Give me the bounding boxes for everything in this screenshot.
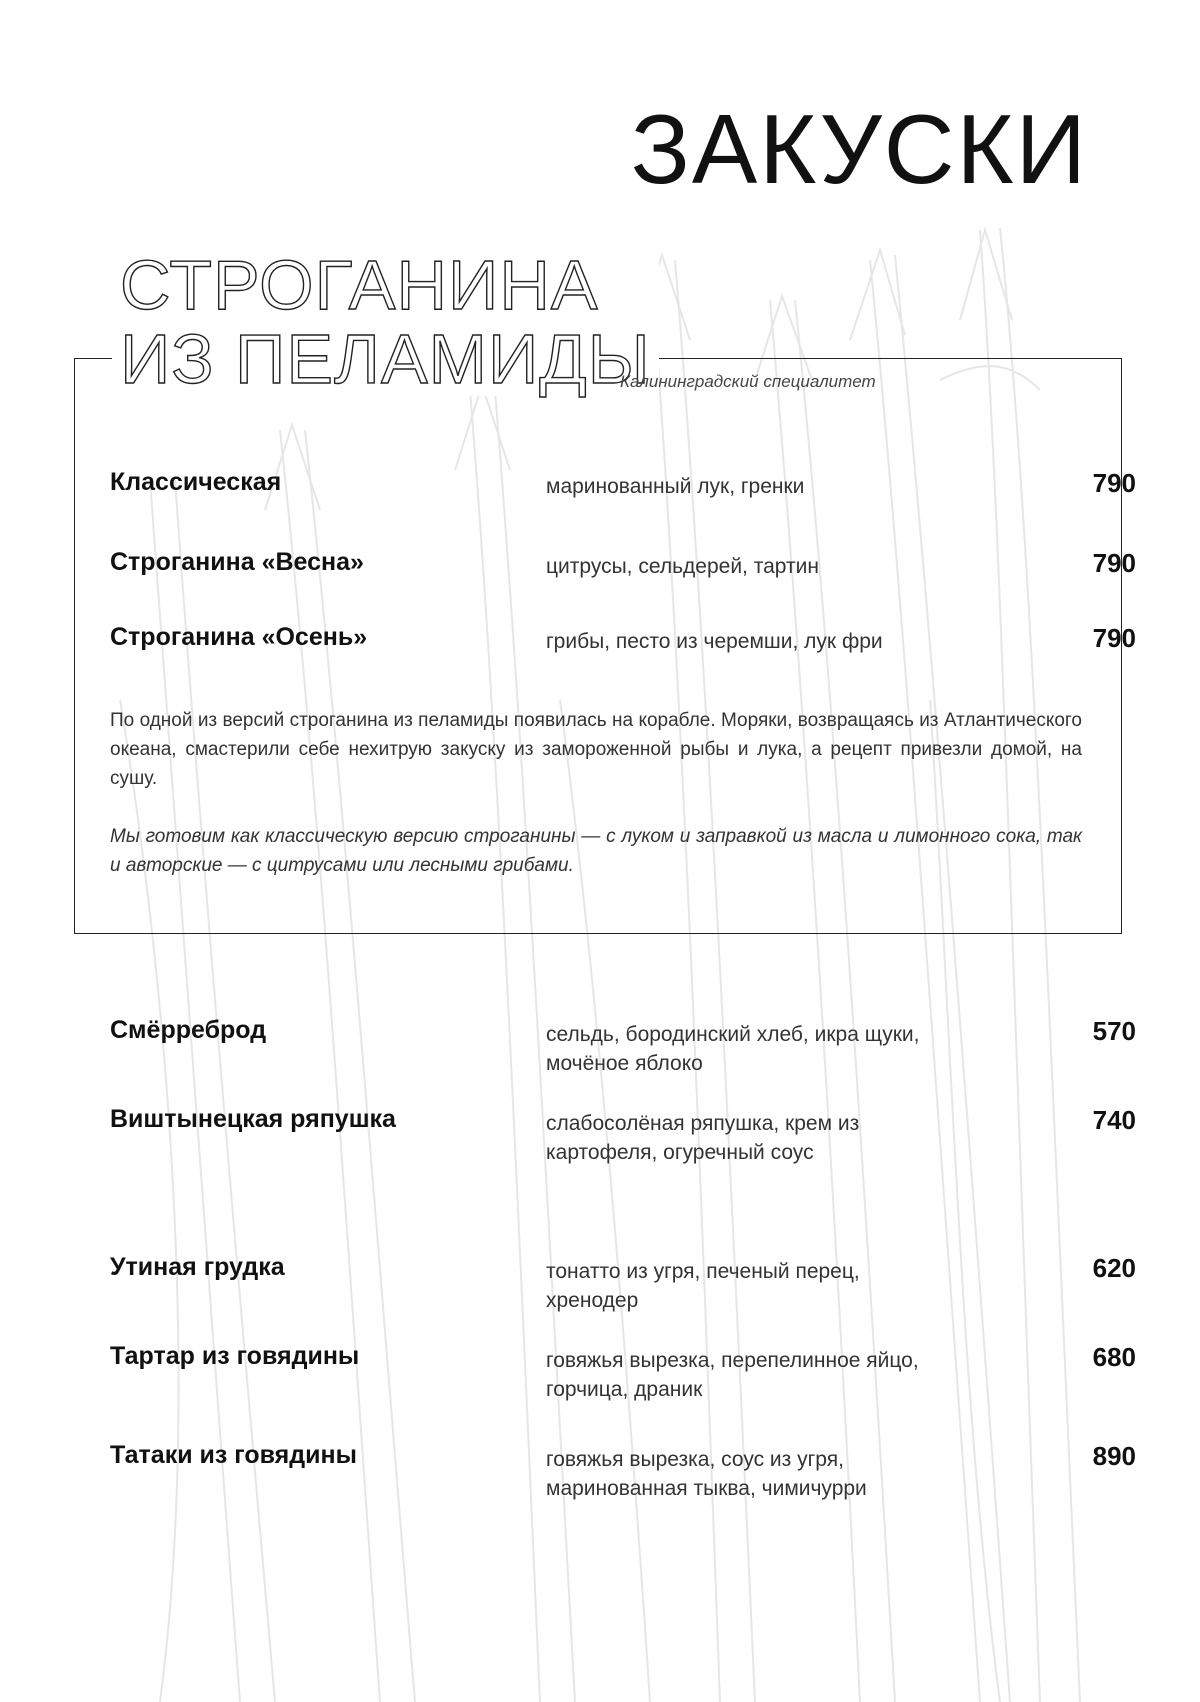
menu-item (108, 468, 1136, 528)
section-heading-line2: ИЗ ПЕЛАМИДЫ (120, 320, 651, 398)
item-price: 680 (1092, 1342, 1136, 1372)
item-description: тонатто из угря, печеный перец, хренодер (546, 1260, 860, 1312)
item-price: 890 (1092, 1441, 1136, 1471)
section-heading-line1: СТРОГАНИНА (120, 246, 599, 324)
menu-item (108, 1342, 1136, 1402)
item-name: Утиная грудка (110, 1253, 285, 1281)
item-description: слабосолёная ряпушка, крем из картофеля, огуречный соус (546, 1112, 860, 1164)
item-price: 790 (1092, 468, 1136, 498)
menu-item (108, 623, 1136, 683)
section-heading (112, 248, 659, 396)
menu-item (108, 1253, 1136, 1313)
item-name: Татаки из говядины (110, 1441, 357, 1469)
item-description: сельдь, бородинский хлеб, икра щуки, мочёное яблоко (546, 1023, 920, 1075)
item-price: 740 (1092, 1105, 1136, 1135)
page-title: ЗАКУСКИ (630, 94, 1088, 204)
stroganina-story: По одной из версий строганина из пеламиды появилась на корабле. Моряки, возвращаясь из Атлантического океана, смастерили себе нехитрую закуску из замороженной рыбы и лука, а рецепт привезли домой, на сушу. (110, 710, 1082, 789)
menu-item (108, 1016, 1136, 1076)
menu-item (108, 1441, 1136, 1501)
item-description: маринованный лук, гренки (546, 475, 805, 498)
item-description: грибы, песто из черемши, лук фри (546, 630, 883, 653)
item-description: говяжья вырезка, перепелинное яйцо, горчица, драник (546, 1349, 919, 1401)
item-price: 620 (1092, 1253, 1136, 1283)
menu-item (108, 548, 1136, 608)
item-price: 790 (1092, 548, 1136, 578)
item-name: Виштынецкая ряпушка (110, 1105, 396, 1133)
item-description: говяжья вырезка, соус из угря, маринованная тыква, чимичурри (546, 1448, 867, 1500)
section-subtitle: Калининградский специалитет (620, 372, 876, 391)
item-name: Строганина «Осень» (110, 623, 368, 651)
item-name: Тартар из говядины (110, 1342, 360, 1370)
item-price: 570 (1092, 1016, 1136, 1046)
item-name: Классическая (110, 468, 282, 496)
stroganina-story-italic: Мы готовим как классическую версию строганины — с луком и заправкой из масла и лимонного сока, так и авторские — с цитрусами или лесными грибами. (110, 826, 1082, 876)
item-description: цитрусы, сельдерей, тартин (546, 555, 819, 578)
item-name: Строганина «Весна» (110, 548, 364, 576)
item-name: Смёрреброд (110, 1016, 267, 1044)
item-price: 790 (1092, 623, 1136, 653)
menu-item (108, 1105, 1136, 1165)
